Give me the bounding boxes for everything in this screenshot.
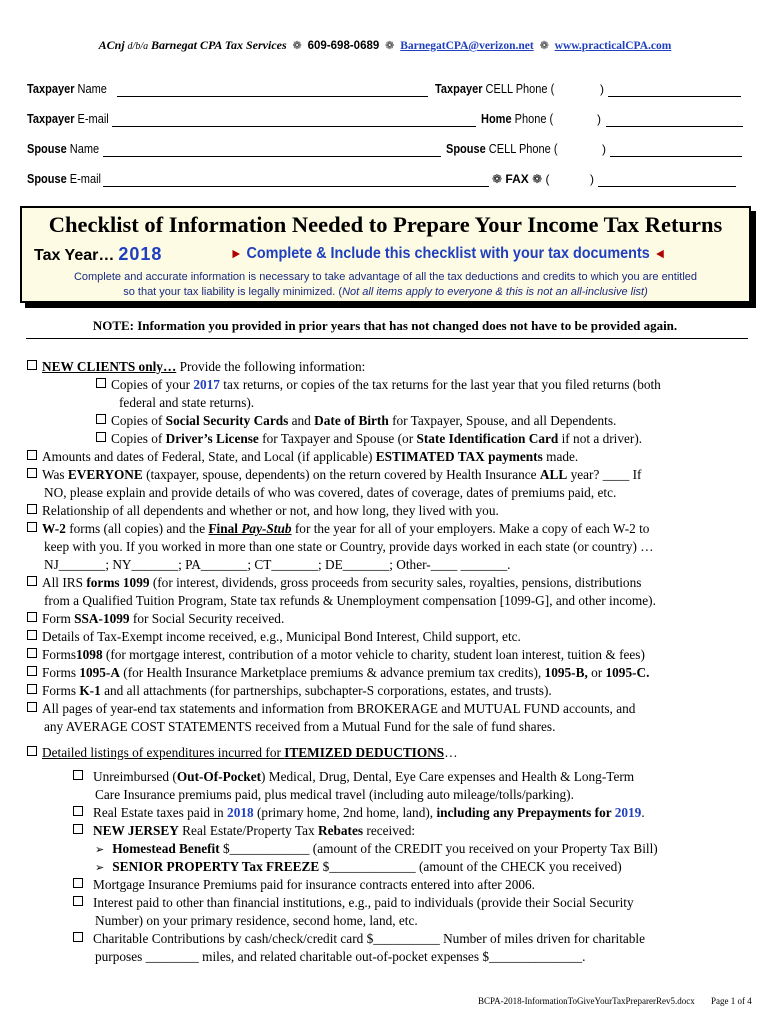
checkbox[interactable]: [27, 612, 37, 622]
triangle-left-icon: ◄: [653, 245, 667, 261]
tax-year-label: Tax Year…: [34, 247, 115, 264]
spouse-name-field[interactable]: [103, 156, 441, 157]
item-w2-cont: keep with you. If you worked in more than one state or Country, provide days worked in each state (or country) …: [44, 539, 654, 554]
item-mortgage-insurance[interactable]: Mortgage Insurance Premiums paid for insurance contracts entered into after 2006.: [73, 876, 535, 894]
flower-icon: ❁: [385, 40, 395, 52]
phone-label: Phone (: [514, 112, 554, 126]
item-homestead[interactable]: ➢ Homestead Benefit $____________ (amount of the CREDIT you received on your Property Tax Bill): [95, 840, 658, 859]
checkbox[interactable]: [73, 806, 83, 816]
checkbox[interactable]: [73, 824, 83, 834]
item-tax-exempt[interactable]: Details of Tax-Exempt income received, e.g., Municipal Bond Interest, Child support, etc.: [27, 628, 521, 646]
cell-phone-label: CELL Phone (: [485, 82, 555, 96]
item-interest-paid-cont: Number) on your primary residence, second home, land, etc.: [95, 913, 418, 928]
item-interest-paid[interactable]: Interest paid to other than financial institutions, e.g., paid to individuals (provide their Social Security: [73, 894, 634, 912]
checkbox[interactable]: [27, 522, 37, 532]
checkbox[interactable]: [27, 684, 37, 694]
item-copies-returns[interactable]: Copies of your 2017 tax returns, or copies of the tax returns for the last year that you filed returns (both: [96, 376, 661, 394]
header-line: [0, 38, 770, 53]
item-w2-states[interactable]: NJ_______; NY_______; PA_______; CT_______; DE_______; Other-____ _______.: [44, 557, 511, 572]
item-relationship[interactable]: Relationship of all dependents and whether or not, and how long, they lived with you.: [27, 502, 499, 520]
checkbox[interactable]: [27, 666, 37, 676]
item-charitable-cont: purposes ________ miles, and related charitable out-of-pocket expenses $______________.: [95, 949, 586, 964]
item-estimated-tax[interactable]: Amounts and dates of Federal, State, and Local (if applicable) ESTIMATED TAX payments made.: [27, 448, 578, 466]
website-link[interactable]: www.practicalCPA.com: [554, 40, 672, 52]
item-brokerage-cont: any AVERAGE COST STATEMENTS received from a Mutual Fund for the sale of fund shares.: [44, 719, 556, 734]
close-paren: ): [602, 142, 606, 156]
item-itemized[interactable]: Detailed listings of expenditures incurred for ITEMIZED DEDUCTIONS…: [27, 744, 458, 762]
taxpayer-cell-field[interactable]: [608, 96, 741, 97]
flower-icon: ❁: [492, 172, 503, 186]
flower-icon: ❁: [539, 40, 549, 52]
complete-include-tagline: [230, 245, 666, 263]
spouse-label: Spouse: [27, 142, 67, 156]
item-new-clients[interactable]: NEW CLIENTS only… Provide the following information:: [27, 358, 365, 376]
email-link[interactable]: BarnegatCPA@verizon.net: [400, 40, 534, 52]
brand-abbr: ACnj: [98, 38, 125, 52]
checkbox[interactable]: [96, 414, 106, 424]
tax-year: [34, 244, 162, 265]
item-ssa1099[interactable]: Form SSA-1099 for Social Security received.: [27, 610, 284, 628]
item-health-coverage[interactable]: Was EVERYONE (taxpayer, spouse, dependents) on the return covered by Health Insurance ALL year? ____ If: [27, 466, 641, 484]
name-label: Name: [77, 82, 107, 96]
checkbox[interactable]: [27, 576, 37, 586]
cell-phone-label: CELL Phone (: [488, 142, 558, 156]
checkbox[interactable]: [73, 878, 83, 888]
triangle-right-icon: ►: [230, 245, 243, 261]
fax-field[interactable]: [598, 186, 736, 187]
item-k1[interactable]: Forms K-1 and all attachments (for partnerships, subchapter-S corporations, estates, and trusts).: [27, 682, 552, 700]
close-paren: ): [597, 112, 601, 126]
checkbox[interactable]: [27, 746, 37, 756]
checklist-title: Checklist of Information Needed to Prepare Your Income Tax Returns: [48, 212, 723, 237]
checklist-banner: [20, 206, 751, 303]
checkbox[interactable]: [27, 648, 37, 658]
item-senior-freeze[interactable]: ➢ SENIOR PROPERTY Tax FREEZE $_____________ (amount of the CHECK you received): [95, 858, 622, 877]
phone-number: 609-698-0689: [307, 40, 380, 52]
taxpayer-label: Taxpayer: [27, 82, 75, 96]
checkbox[interactable]: [73, 770, 83, 780]
item-unreimbursed[interactable]: Unreimbursed (Out-Of-Pocket) Medical, Drug, Dental, Eye Care expenses and Health & Long-Term: [73, 768, 634, 786]
spouse-label: Spouse: [27, 172, 67, 186]
note: NOTE: Information you provided in prior years that has not changed does not have to be provided again.: [92, 318, 678, 333]
intro-line-1: Complete and accurate information is necessary to take advantage of all the tax deductions and credits to which you are entitled: [73, 271, 698, 283]
footer-page: Page 1 of 4: [710, 996, 752, 1006]
spouse-email-field[interactable]: [103, 186, 489, 187]
spouse-label: Spouse: [446, 142, 486, 156]
item-health-coverage-cont: NO, please explain and provide details of who was covered, dates of coverage, dates of premiums paid, etc.: [44, 485, 617, 500]
item-1099[interactable]: All IRS forms 1099 (for interest, dividends, gross proceeds from security sales, royalties, pensions, distributions: [27, 574, 641, 592]
item-1098[interactable]: Forms1098 (for mortgage interest, contribution of a motor vehicle to charity, student loan interest, tuition & fees): [27, 646, 645, 664]
item-copies-license[interactable]: Copies of Driver’s License for Taxpayer and Spouse (or State Identification Card if not a driver).: [96, 430, 642, 448]
close-paren: ): [600, 82, 604, 96]
fax-label: ❁ FAX ❁ (: [492, 172, 550, 186]
checkbox[interactable]: [96, 432, 106, 442]
checkbox[interactable]: [27, 450, 37, 460]
flower-icon: ❁: [292, 40, 302, 52]
arrow-bullet-icon: ➢: [95, 844, 105, 856]
checkbox[interactable]: [73, 932, 83, 942]
item-copies-ssc[interactable]: Copies of Social Security Cards and Date of Birth for Taxpayer, Spouse, and all Dependents.: [96, 412, 616, 430]
home-label: Home: [481, 112, 512, 126]
tagline-text: Complete & Include this checklist with your tax documents: [246, 245, 650, 262]
item-unreimbursed-cont: Care Insurance premiums paid, plus medical travel (including auto mileage/tolls/parking).: [95, 787, 574, 802]
item-charitable[interactable]: Charitable Contributions by cash/check/credit card $__________ Number of miles driven for charitable: [73, 930, 645, 948]
checkbox[interactable]: [73, 896, 83, 906]
brand-name: Barnegat CPA Tax Services: [150, 38, 287, 52]
taxpayer-name-field[interactable]: [117, 96, 428, 97]
arrow-bullet-icon: ➢: [95, 862, 105, 874]
dba: d/b/a: [127, 41, 149, 52]
checkbox[interactable]: [27, 630, 37, 640]
checkbox[interactable]: [27, 360, 37, 370]
checkbox[interactable]: [27, 702, 37, 712]
spouse-cell-field[interactable]: [610, 156, 742, 157]
item-nj-rebates[interactable]: NEW JERSEY Real Estate/Property Tax Rebates received:: [73, 822, 415, 840]
footer: [478, 996, 752, 1006]
item-1095[interactable]: Forms 1095-A (for Health Insurance Marketplace premiums & advance premium tax credits), 1095-B, or 1095-C.: [27, 664, 649, 682]
home-phone-field[interactable]: [606, 126, 743, 127]
intro-line-2: so that your tax liability is legally minimized. (Not all items apply to everyone & this is not an all-inclusive list): [123, 286, 648, 298]
checkbox[interactable]: [27, 504, 37, 514]
item-brokerage[interactable]: All pages of year-end tax statements and information from BROKERAGE and MUTUAL FUND accounts, and: [27, 700, 635, 718]
taxpayer-email-field[interactable]: [112, 126, 476, 127]
taxpayer-label: Taxpayer: [27, 112, 75, 126]
checkbox[interactable]: [96, 378, 106, 388]
item-1099-cont: from a Qualified Tuition Program, State tax refunds & Unemployment compensation [1099-G], and other income).: [44, 593, 656, 608]
email-label: E-mail: [69, 172, 101, 186]
email-label: E-mail: [77, 112, 109, 126]
item-real-estate[interactable]: Real Estate taxes paid in 2018 (primary home, 2nd home, land), including any Prepayments for 2019.: [73, 804, 645, 822]
footer-filename: BCPA-2018-InformationToGiveYourTaxPreparerRev5.docx: [478, 996, 695, 1006]
item-w2[interactable]: W-2 forms (all copies) and the Final Pay-Stub for the year for all of your employers. Make a copy of each W-2 to: [27, 520, 649, 538]
tax-year-value: 2018: [118, 244, 163, 264]
name-label: Name: [69, 142, 100, 156]
item-copies-returns-cont: federal and state returns).: [119, 395, 255, 410]
flower-icon: ❁: [532, 172, 543, 186]
checklist-intro: [28, 270, 743, 300]
checkbox[interactable]: [27, 468, 37, 478]
note-divider: [26, 338, 748, 339]
close-paren: ): [590, 172, 594, 186]
taxpayer-label: Taxpayer: [435, 82, 483, 96]
